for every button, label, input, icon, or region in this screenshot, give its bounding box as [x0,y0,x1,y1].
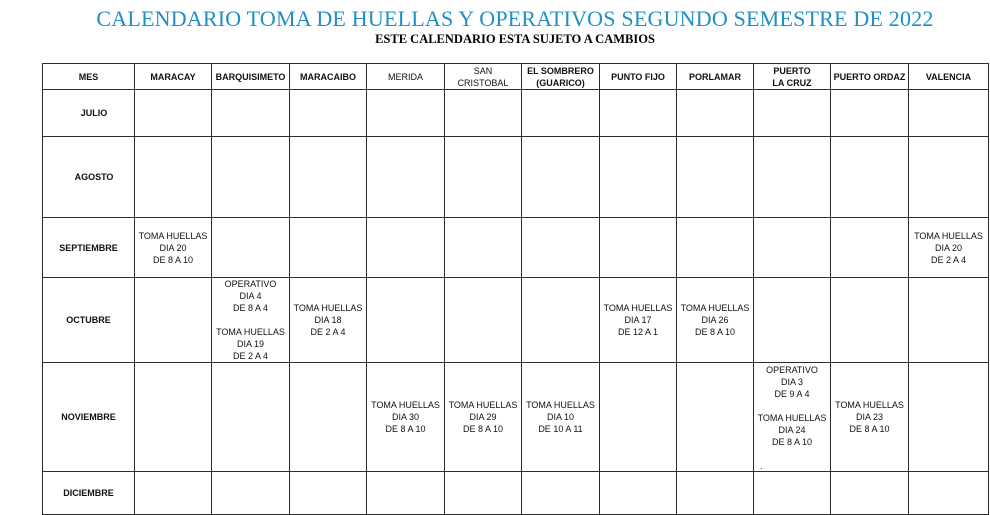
schedule-entry [367,399,444,435]
schedule-cell [831,363,909,472]
table-row [43,472,989,515]
schedule-entry [754,412,830,448]
schedule-cell [600,278,677,363]
schedule-cell [677,278,754,363]
schedule-cell [677,363,754,472]
column-header [522,64,600,90]
schedule-cell [831,218,909,278]
schedule-entry-line: OPERATIVO [224,279,277,289]
schedule-entry [522,399,599,435]
column-header [909,64,989,90]
column-header [677,64,754,90]
schedule-cell [600,472,677,515]
schedule-entry [135,230,211,266]
column-header-text: SAN [473,65,493,76]
schedule-entry [212,278,289,314]
schedule-cell [212,363,290,472]
schedule-cell [909,278,989,363]
schedule-entry-line: DE 8 A 10 [462,424,504,434]
schedule-cell [290,472,367,515]
schedule-cell [677,137,754,218]
page-subtitle: ESTE CALENDARIO ESTA SUJETO A CAMBIOS [375,32,655,46]
schedule-cell [445,90,522,137]
column-header-text: MARACAIBO [300,71,356,82]
schedule-cell [290,90,367,137]
month-label: DICIEMBRE [43,472,135,515]
schedule-cell [600,363,677,472]
table-row [43,137,989,218]
schedule-cell [135,90,212,137]
schedule-cell [909,90,989,137]
schedule-entry-line: TOMA HUELLAS [448,400,518,410]
column-header-text: VALENCIA [925,71,972,82]
table-row [43,363,989,472]
schedule-entry [600,302,676,338]
column-header [212,64,290,90]
column-header-text: MERIDA [387,71,423,82]
schedule-entry-line: DIA 18 [314,315,342,325]
schedule-cell [522,363,600,472]
column-header-text: PORLAMAR [689,71,741,82]
schedule-cell [831,278,909,363]
schedule-cell [445,278,522,363]
schedule-cell [831,90,909,137]
schedule-entry-line: DE 2 A 4 [930,254,967,265]
month-label: OCTUBRE [43,278,135,363]
schedule-cell [522,90,600,137]
schedule-cell [677,90,754,137]
schedule-entry [909,230,988,266]
schedule-entry-line: DIA 10 [546,412,575,422]
schedule-entry-line: DIA 29 [469,412,497,422]
schedule-cell [445,218,522,278]
schedule-entry [290,302,366,338]
column-header-text: EL SOMBRERO [527,65,594,76]
schedule-entry-line: DE 2 A 4 [232,351,269,361]
schedule-entry-line: DE 8 A 10 [771,437,813,447]
schedule-entry-line: DE 2 A 4 [310,327,346,337]
schedule-cell [212,218,290,278]
schedule-cell [754,278,831,363]
schedule-cell [135,218,212,278]
schedule-cell [677,218,754,278]
schedule-entry-line: DIA 26 [701,315,729,325]
schedule-cell [290,278,367,363]
schedule-entry-line: DE 8 A 10 [694,327,736,337]
schedule-entry-line: TOMA HUELLAS [835,400,904,410]
column-header [290,64,367,90]
schedule-entry-line: DIA 23 [855,412,884,422]
schedule-entry-line: TOMA HUELLAS [603,303,673,313]
cell-mark: . [760,461,763,471]
schedule-entry-line: DIA 19 [236,339,265,349]
schedule-cell [909,137,989,218]
column-header [831,64,909,90]
schedule-cell [600,218,677,278]
schedule-cell [600,90,677,137]
schedule-entry-line: TOMA HUELLAS [138,230,208,241]
schedule-cell [135,278,212,363]
schedule-entry-line: DE 9 A 4 [774,389,810,399]
schedule-cell [909,363,989,472]
schedule-cell [754,90,831,137]
schedule-cell [135,363,212,472]
schedule-cell [754,137,831,218]
schedule-entry-line: DIA 3 [780,377,803,387]
schedule-cell [909,472,989,515]
schedule-cell [754,472,831,515]
schedule-entry [831,399,908,435]
schedule-cell [135,137,212,218]
schedule-cell [445,472,522,515]
schedule-entry [677,302,753,338]
schedule-entry-line: DE 8 A 4 [232,303,269,313]
schedule-cell [522,218,600,278]
schedule-entry-line: DE 12 A 1 [617,327,659,337]
schedule-cell [290,363,367,472]
schedule-cell [367,218,445,278]
schedule-cell [445,137,522,218]
schedule-cell [522,137,600,218]
schedule-cell [367,472,445,515]
column-header-text: PUNTO FIJO [611,71,665,82]
column-header-text: MARACAY [150,71,196,82]
schedule-cell [367,363,445,472]
schedule-cell [367,90,445,137]
schedule-cell [754,363,831,472]
column-header [367,64,445,90]
schedule-entry-line: DE 8 A 10 [849,424,890,434]
schedule-cell [831,137,909,218]
schedule-cell [522,472,600,515]
schedule-entry-line: TOMA HUELLAS [216,327,285,337]
schedule-entry-line: TOMA HUELLAS [914,230,983,241]
page-title: CALENDARIO TOMA DE HUELLAS Y OPERATIVOS SEGUNDO SEMESTRE DE 2022 [96,6,934,31]
schedule-entry-line: DIA 17 [624,315,652,325]
schedule-cell [212,90,290,137]
schedule-entry-line: DIA 20 [159,242,187,253]
schedule-entry-line: DIA 4 [239,291,262,301]
month-label: SEPTIEMBRE [43,218,135,278]
table-row [43,90,989,137]
schedule-cell [290,218,367,278]
schedule-cell [600,137,677,218]
schedule-cell [522,278,600,363]
month-label: AGOSTO [43,137,135,218]
column-header-text: PUERTO ORDAZ [833,71,906,82]
column-header [754,64,831,90]
schedule-entry-line: DIA 20 [934,242,963,253]
calendar-table [42,63,989,515]
column-header [445,64,522,90]
schedule-entry [212,326,289,362]
schedule-entry-line: TOMA HUELLAS [757,413,827,423]
schedule-cell [212,278,290,363]
column-header-text: LA CRUZ [772,77,812,88]
header-row [43,64,989,90]
schedule-cell [367,137,445,218]
schedule-entry [754,364,830,400]
schedule-entry-line: TOMA HUELLAS [293,303,363,313]
schedule-cell [212,137,290,218]
table-row [43,218,989,278]
column-header-text: (GUARICO) [536,77,585,88]
schedule-cell [754,218,831,278]
schedule-entry-line: DE 8 A 10 [152,254,194,265]
column-header-text: MES [78,71,99,82]
schedule-cell [135,472,212,515]
schedule-entry-line: TOMA HUELLAS [526,400,595,410]
column-header [135,64,212,90]
schedule-cell [367,278,445,363]
column-header-text: CRISTOBAL [457,77,509,88]
column-header [600,64,677,90]
schedule-entry-line: DE 10 A 11 [538,424,583,434]
schedule-entry-line: DE 8 A 10 [385,424,426,434]
schedule-cell [677,472,754,515]
schedule-entry-line: TOMA HUELLAS [680,303,750,313]
schedule-cell [290,137,367,218]
month-label: NOVIEMBRE [43,363,135,472]
column-header [43,64,135,90]
schedule-cell [212,472,290,515]
schedule-entry-line: TOMA HUELLAS [371,400,440,410]
table-row [43,278,989,363]
schedule-cell [909,218,989,278]
month-label: JULIO [43,90,135,137]
schedule-entry-line: OPERATIVO [766,365,818,375]
column-header-text: BARQUISIMETO [215,71,286,82]
schedule-entry-line: DIA 24 [778,425,806,435]
column-header-text: PUERTO [773,65,811,76]
schedule-cell [445,363,522,472]
schedule-entry [445,399,521,435]
schedule-entry-line: DIA 30 [391,412,420,422]
schedule-cell [831,472,909,515]
